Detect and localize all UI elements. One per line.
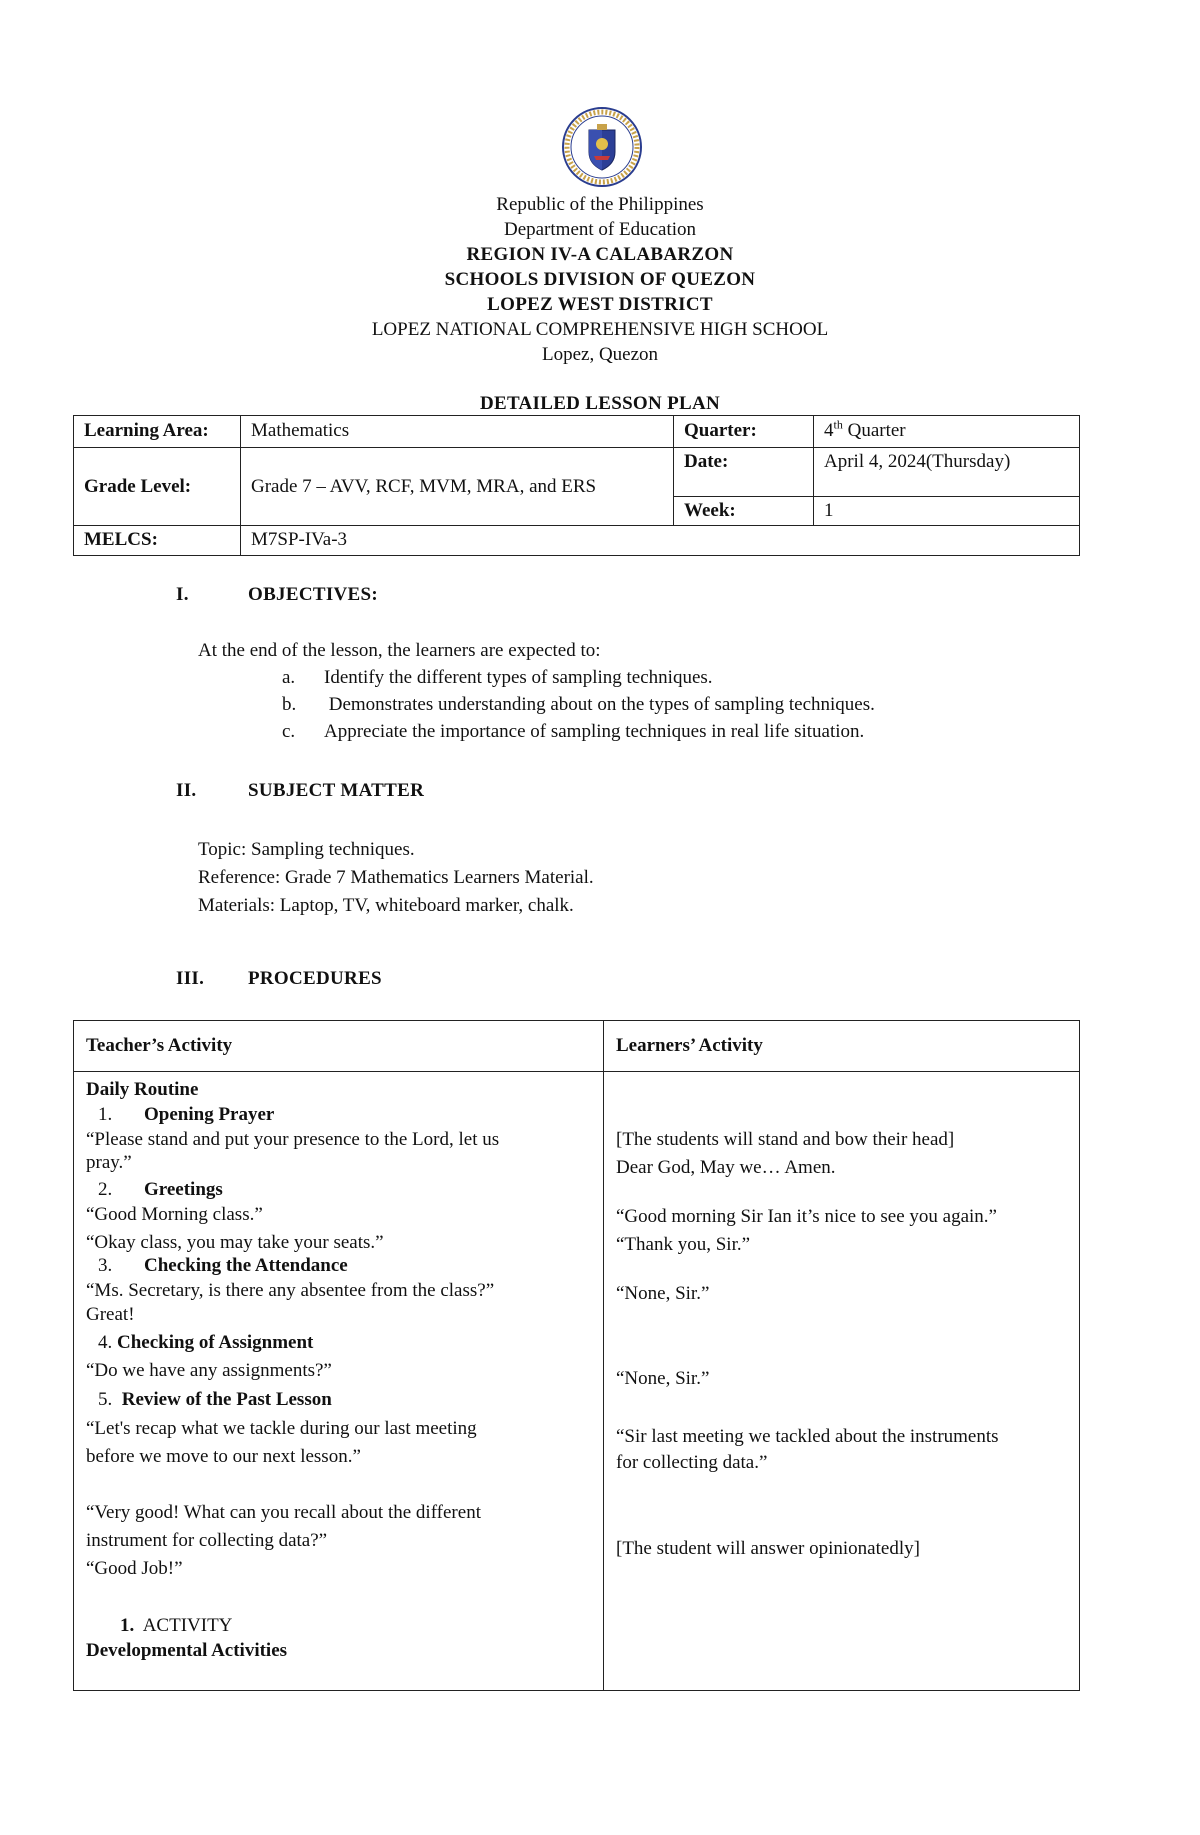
step-number: 2. <box>98 1179 113 1200</box>
division-line: SCHOOLS DIVISION OF QUEZON <box>444 269 756 290</box>
subject-matter-details <box>198 836 594 920</box>
materials-line: Materials: Laptop, TV, whiteboard marker, chalk. <box>198 895 574 916</box>
learning-area-label: Learning Area: <box>74 416 241 448</box>
list-text: Identify the different types of sampling techniques. <box>324 667 713 688</box>
step-title: Review of the Past Lesson <box>121 1389 332 1410</box>
procedures-table <box>73 1020 1080 1691</box>
procedures-title: PROCEDURES <box>248 968 382 989</box>
teacher-line: “Very good! What can you recall about the different <box>86 1502 481 1523</box>
quarter-label: Quarter: <box>674 416 814 448</box>
list-letter: a. <box>282 667 296 688</box>
subject-matter-heading <box>176 779 424 803</box>
learner-activity-header: Learners’ Activity <box>604 1021 1080 1072</box>
learner-activity-cell <box>604 1072 1080 1691</box>
objectives-heading <box>176 583 378 607</box>
learner-line: “Thank you, Sir.” <box>616 1234 751 1255</box>
list-letter: c. <box>282 721 296 742</box>
melcs-label: MELCS: <box>74 526 241 555</box>
step-title: Checking the Attendance <box>144 1255 348 1276</box>
district-line: LOPEZ WEST DISTRICT <box>487 294 713 315</box>
teacher-line: pray.” <box>86 1152 132 1173</box>
teacher-line: “Good Morning class.” <box>86 1204 263 1225</box>
step-title: Greetings <box>144 1179 223 1200</box>
learner-line: “Sir last meeting we tackled about the instruments <box>616 1426 999 1447</box>
objectives-number: I. <box>176 584 189 605</box>
melcs-value: M7SP-IVa-3 <box>241 526 1080 555</box>
school-line: LOPEZ NATIONAL COMPREHENSIVE HIGH SCHOOL <box>371 319 829 340</box>
step-number: 1. <box>120 1615 135 1636</box>
quarter-text: Quarter <box>842 420 906 442</box>
location-line: Lopez, Quezon <box>541 344 659 365</box>
assignment-step <box>86 1331 313 1355</box>
teacher-line: “Good Job!” <box>86 1558 183 1579</box>
learner-line: “None, Sir.” <box>616 1283 710 1304</box>
list-item <box>282 664 875 691</box>
learner-line: Dear God, May we… Amen. <box>616 1157 836 1178</box>
week-label: Week: <box>674 497 814 526</box>
objectives-title: OBJECTIVES: <box>248 584 379 605</box>
department-line: Department of Education <box>503 219 697 240</box>
teacher-line: “Ms. Secretary, is there any absentee from the class?” <box>86 1280 495 1301</box>
procedures-heading <box>176 967 382 991</box>
topic-line: Topic: Sampling techniques. <box>198 839 415 860</box>
teacher-line: “Okay class, you may take your seats.” <box>86 1232 384 1253</box>
activity-heading <box>86 1614 232 1638</box>
learning-area-value: Mathematics <box>241 416 674 448</box>
step-number: 5. <box>98 1389 113 1410</box>
subject-matter-title: SUBJECT MATTER <box>248 780 425 801</box>
grade-level-label: Grade Level: <box>74 448 241 526</box>
week-value: 1 <box>814 497 1080 526</box>
teacher-line: “Let's recap what we tackle during our last meeting <box>86 1418 477 1439</box>
teacher-line: “Do we have any assignments?” <box>86 1360 332 1381</box>
greetings-step <box>86 1178 223 1202</box>
teacher-activity-header: Teacher’s Activity <box>74 1021 604 1072</box>
step-title: ACTIVITY <box>142 1615 233 1636</box>
learner-line: [The students will stand and bow their head] <box>616 1129 955 1150</box>
list-item <box>282 691 875 718</box>
learner-line: for collecting data.” <box>616 1452 768 1473</box>
quarter-value <box>814 416 1080 448</box>
opening-prayer-step <box>86 1103 274 1127</box>
subject-matter-number: II. <box>176 780 197 801</box>
learner-line: “None, Sir.” <box>616 1368 710 1389</box>
deped-seal-icon <box>561 106 643 188</box>
letterhead <box>0 192 1200 367</box>
teacher-activity-cell <box>74 1072 604 1691</box>
date-label: Date: <box>674 448 814 497</box>
grade-level-value: Grade 7 – AVV, RCF, MVM, MRA, and ERS <box>241 448 674 526</box>
region-line: REGION IV-A CALABARZON <box>466 244 734 265</box>
quarter-suffix: th <box>833 418 843 433</box>
teacher-line: before we move to our next lesson.” <box>86 1446 361 1467</box>
step-number: 3. <box>98 1255 113 1276</box>
daily-routine-heading: Daily Routine <box>86 1079 199 1100</box>
list-text: Appreciate the importance of sampling techniques in real life situation. <box>324 721 865 742</box>
list-text: Demonstrates understanding about on the types of sampling techniques. <box>324 694 875 715</box>
attendance-step <box>86 1254 348 1278</box>
learner-line: “Good morning Sir Ian it’s nice to see you again.” <box>616 1206 997 1227</box>
quarter-number: 4 <box>824 420 834 442</box>
list-item <box>282 718 875 745</box>
procedures-number: III. <box>176 968 205 989</box>
step-title: Opening Prayer <box>144 1104 275 1125</box>
review-step <box>86 1388 332 1412</box>
teacher-line: instrument for collecting data?” <box>86 1530 328 1551</box>
objectives-intro: At the end of the lesson, the learners are expected to: <box>198 640 601 661</box>
teacher-line: “Please stand and put your presence to the Lord, let us <box>86 1129 500 1150</box>
step-number: 4. <box>98 1332 113 1353</box>
developmental-activities-heading: Developmental Activities <box>86 1640 288 1661</box>
list-letter: b. <box>282 694 297 715</box>
step-title: Checking of Assignment <box>117 1332 314 1353</box>
learner-line: [The student will answer opinionatedly] <box>616 1538 920 1559</box>
objectives-list <box>282 664 875 745</box>
reference-line: Reference: Grade 7 Mathematics Learners Material. <box>198 867 594 888</box>
republic-line: Republic of the Philippines <box>496 194 704 215</box>
document-title: DETAILED LESSON PLAN <box>479 393 721 414</box>
date-value: April 4, 2024(Thursday) <box>814 448 1080 497</box>
lesson-info-table <box>73 415 1080 556</box>
teacher-line: Great! <box>86 1304 135 1325</box>
step-number: 1. <box>98 1104 113 1125</box>
